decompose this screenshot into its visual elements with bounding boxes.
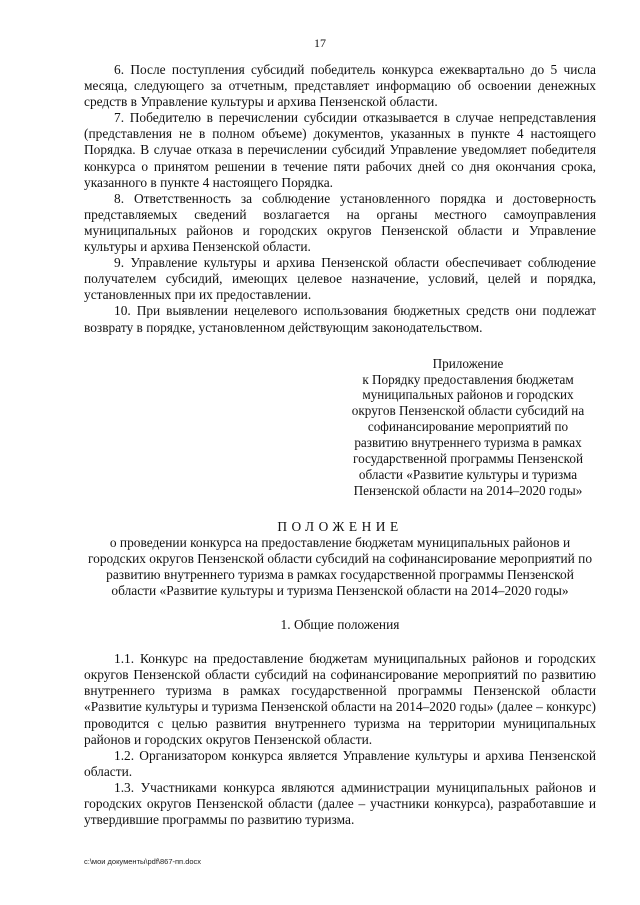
appendix-title: Приложение [432, 355, 504, 371]
section-heading: 1. Общие положения [280, 617, 400, 633]
document-body [84, 62, 596, 828]
polozhenie-subtitle: о проведении конкурса на предоставление бюджетам муниципальных районов и городских округов Пензенской области субсидий на софинансирование мероприятий по развитию внутреннего туризма в рамках государственной программы Пензенской области «Развитие культуры и туризма Пензенской области на 2014–2020 годы» [87, 534, 593, 599]
paragraph-9: 9. Управление культуры и архива Пензенской области обеспечивает соблюдение получателем субсидий, имеющих целевое назначение, условий, целей и порядка, установленных при их предоставлении. [84, 255, 596, 303]
paragraph-1-2: 1.2. Организатором конкурса является Управление культуры и архива Пензенской области. [84, 747, 596, 779]
appendix-block [340, 356, 596, 499]
paragraph-1-1: 1.1. Конкурс на предоставление бюджетам муниципальных районов и городских округов Пензенской области субсидий на софинансирование мероприятий по развитию внутреннего туризма в рамках государственной программы Пензенской области «Развитие культуры и туризма Пензенской области на 2014–2020 годы» (далее – конкурс) проводится с целью развития внутреннего туризма на территории муниципальных районов и городских округов Пензенской области. [84, 651, 596, 747]
paragraph-6: 6. После поступления субсидий победитель конкурса ежеквартально до 5 числа месяца, следующего за отчетным, представляет информацию об освоении денежных средств в Управление культуры и архива Пензенской области. [84, 62, 596, 110]
footer-file-path: c:\мои документы\pdf\867-пп.docx [84, 857, 202, 866]
appendix-text: к Порядку предоставления бюджетам муниципальных районов и городских округов Пензенской области субсидий на софинансирование мероприятий по развитию внутреннего туризма в рамках государственной программы Пензенской области «Развитие культуры и туризма Пензенской области на 2014–2020 годы» [351, 371, 585, 498]
paragraph-10: 10. При выявлении нецелевого использования бюджетных средств они подлежат возврату в порядке, установленном действующим законодательством. [84, 303, 596, 335]
paragraph-7: 7. Победителю в перечислении субсидии отказывается в случае непредставления (представления не в полном объеме) документов, указанных в пункте 4 настоящего Порядка. В случае отказа в перечислении субсидий Управление уведомляет победителя конкурса о принятом решении в течение пяти рабочих дней со дня окончания срока, указанного в пункте 4 настоящего Порядка. [84, 110, 596, 190]
page-number: 17 [314, 36, 326, 50]
paragraph-8: 8. Ответственность за соблюдение установленного порядка и достоверность представляемых сведений возлагается на органы местного самоуправления муниципальных районов и городских округов Пензенской области и Управление культуры и архива Пензенской области. [84, 190, 596, 255]
paragraph-1-3: 1.3. Участниками конкурса являются администрации муниципальных районов и городских округов Пензенской области (далее – участники конкурса), разработавшие и утвердившие программы по развитию туризма. [84, 779, 596, 828]
polozhenie-heading: ПОЛОЖЕНИЕ [277, 518, 403, 534]
